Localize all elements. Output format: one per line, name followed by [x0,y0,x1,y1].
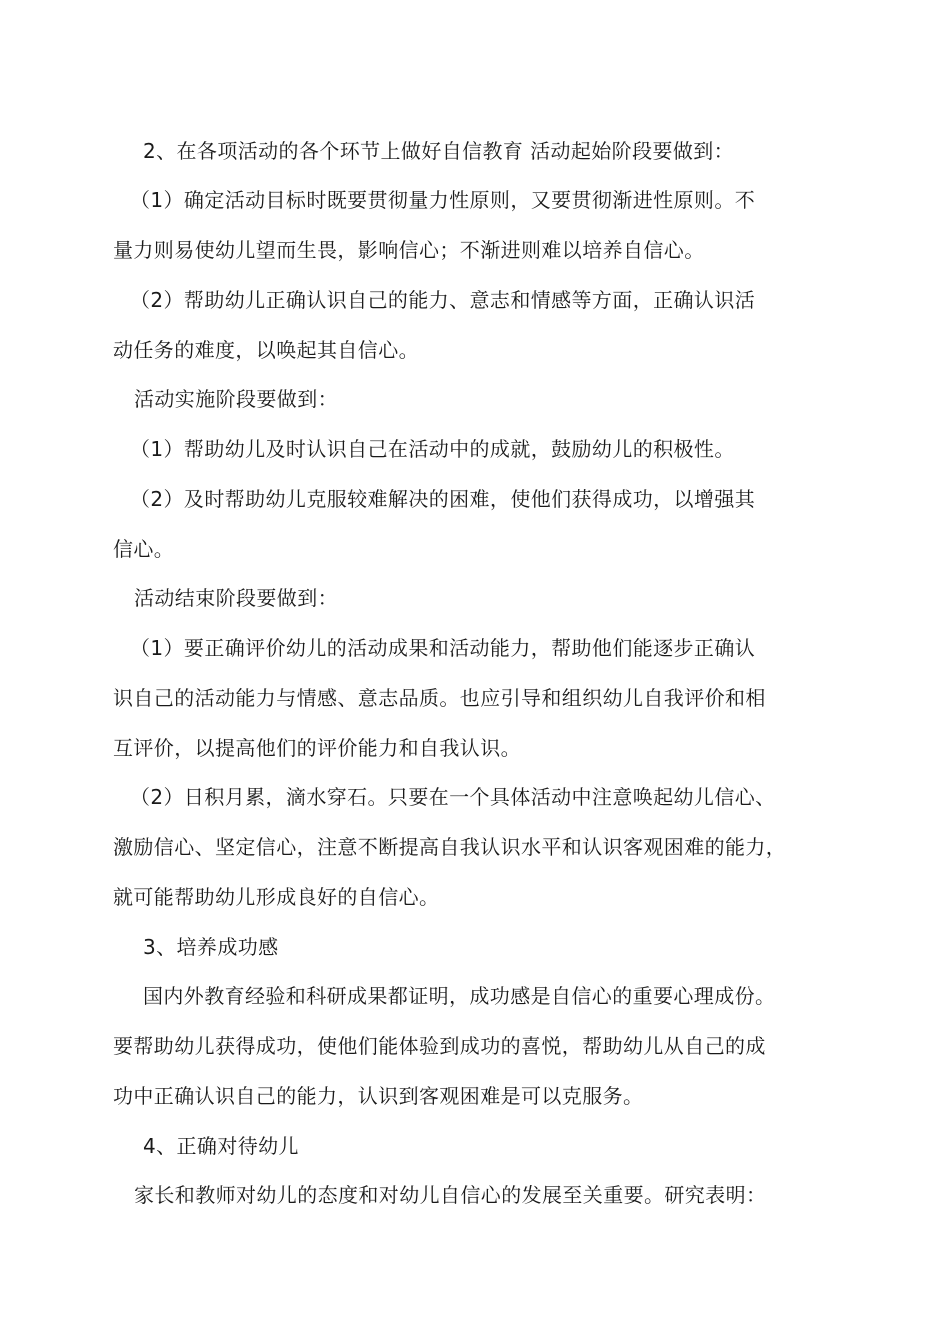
text-line: 功中正确认识自己的能力，认识到客观困难是可以克服务。 [113,1084,644,1108]
text-line: 识自己的活动能力与情感、意志品质。也应引导和组织幼儿自我评价和相 [113,686,766,710]
text-line: 量力则易使幼儿望而生畏，影响信心；不渐进则难以培养自信心。 [113,238,705,262]
text-line: 互评价，以提高他们的评价能力和自我认识。 [113,736,521,760]
text-line: 家长和教师对幼儿的态度和对幼儿自信心的发展至关重要。研究表明： [134,1183,767,1207]
text-line: 信心。 [113,537,175,561]
text-line: 活动实施阶段要做到： [134,387,338,411]
text-line: 2、在各项活动的各个环节上做好自信教育 活动起始阶段要做到： [143,139,735,163]
text-line: （2）及时帮助幼儿克服较难解决的困难，使他们获得成功，以增强其 [130,487,756,511]
text-line: 要帮助幼儿获得成功，使他们能体验到成功的喜悦，帮助幼儿从自己的成 [113,1034,766,1058]
text-line: 活动结束阶段要做到： [134,586,338,610]
text-line: （1）确定活动目标时既要贯彻量力性原则，又要贯彻渐进性原则。不 [130,188,756,212]
text-line: 激励信心、坚定信心，注意不断提高自我认识水平和认识客观困难的能力， [113,835,787,859]
text-line: （1）要正确评价幼儿的活动成果和活动能力，帮助他们能逐步正确认 [130,636,756,660]
text-line: （2）日积月累，滴水穿石。只要在一个具体活动中注意唤起幼儿信心、 [130,785,776,809]
text-line: 3、培养成功感 [143,935,279,959]
text-line: 4、正确对待幼儿 [143,1134,299,1158]
text-line: 就可能帮助幼儿形成良好的自信心。 [113,885,440,909]
text-line: （1）帮助幼儿及时认识自己在活动中的成就，鼓励幼儿的积极性。 [130,437,735,461]
text-line: 动任务的难度，以唤起其自信心。 [113,338,419,362]
text-line: 国内外教育经验和科研成果都证明，成功感是自信心的重要心理成份。 [143,984,776,1008]
text-line: （2）帮助幼儿正确认识自己的能力、意志和情感等方面，正确认识活 [130,288,756,312]
